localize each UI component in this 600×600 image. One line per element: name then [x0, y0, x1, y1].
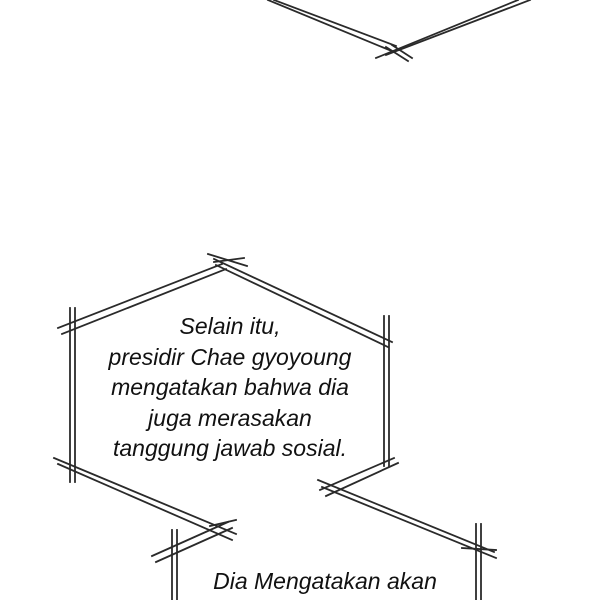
- speech-line: presidir Chae gyoyoung: [108, 343, 352, 370]
- speech-line: Selain itu,: [179, 313, 281, 339]
- lower-speech-text: Dia Mengatakan akan: [213, 568, 437, 594]
- speech-bubble-text: [80, 311, 380, 464]
- top-bubble-frame: [268, 0, 530, 61]
- speech-line: juga merasakan: [148, 404, 312, 431]
- speech-line: mengatakan bahwa dia: [111, 374, 349, 400]
- speech-line: tanggung jawab sosial.: [113, 435, 347, 461]
